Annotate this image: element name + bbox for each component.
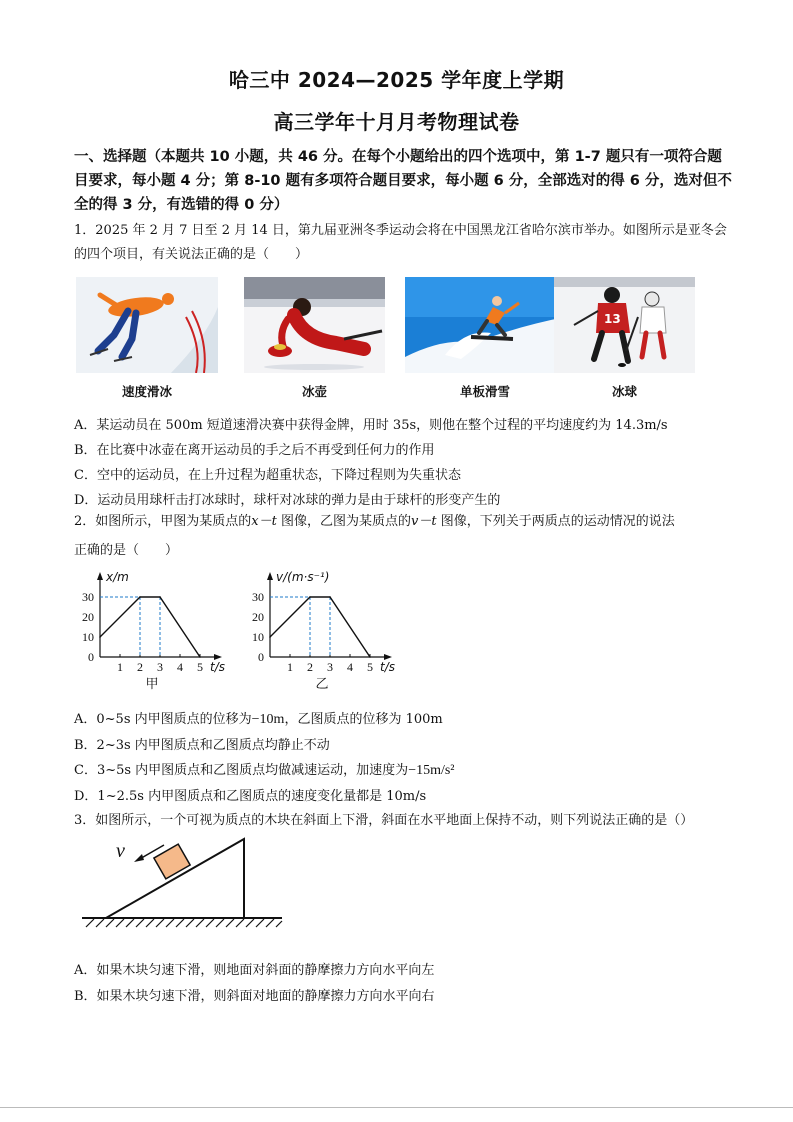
yi-series-line [270, 597, 370, 657]
q1-option-c: C．空中的运动员，在上升过程为超重状态，下降过程则为失重状态 [74, 468, 461, 483]
jia-point-1 [139, 596, 141, 598]
yi-xtick-2: 2 [307, 660, 313, 674]
q1-option-b: B．在比赛中冰壶在离开运动员的手之后不再受到任何力的作用 [74, 443, 435, 458]
caption-snowboard: 单板滑雪 [459, 384, 510, 399]
velocity-label: v [116, 840, 125, 862]
jia-ytick-10: 10 [82, 630, 94, 644]
jia-figure-name: 甲 [145, 677, 159, 692]
yi-ylabel: v/(m·s⁻¹) [276, 570, 330, 584]
caption-speed-skating: 速度滑冰 [121, 384, 172, 399]
q2-option-a-val: −10m [251, 712, 285, 727]
graph-jia-xt [70, 568, 245, 693]
caption-curling: 冰壶 [301, 384, 327, 399]
section-intro: 一、选择题（本题共 10 小题，共 46 分。在每个小题给出的四个选项中，第 1-7 题只有一项符合题目要求，每小题 4 分；第 8-10 题有多项符合题目要求，每小题 6 分，全部选对的得 6 分，选对但不全的得 3 分，有选错的得 0 分） [74, 149, 732, 213]
yi-ytick-0: 0 [258, 650, 264, 664]
q2-var-vt: v－t [410, 514, 437, 529]
q3-incline-diagram [76, 835, 288, 931]
jia-xtick-5: 5 [197, 660, 203, 674]
q1-option-d: D．运动员用球杆击打冰球时，球杆对冰球的弹力是由于球杆的形变产生的 [74, 493, 501, 508]
jia-xtick-4: 4 [177, 660, 183, 674]
jia-ytick-30: 30 [82, 590, 94, 604]
q1-stem: 1．2025 年 2 月 7 日至 2 月 14 日，第九届亚洲冬季运动会将在中国黑龙江省哈尔滨市举办。如图所示是亚冬会的四个项目，有关说法正确的是（ ） [74, 223, 727, 262]
jia-point-3 [199, 656, 201, 658]
q2-option-c-pre: C．3~5s 内甲图质点和乙图质点均做减速运动，加速度为 [74, 763, 409, 778]
photo-curling [244, 277, 385, 373]
q2-option-a [74, 710, 443, 730]
yi-point-0 [269, 636, 271, 638]
caption-ice-hockey: 冰球 [611, 384, 637, 399]
jia-y-arrow [97, 572, 103, 580]
yi-point-1 [309, 596, 311, 598]
q3-stem: 3．如图所示，一个可视为质点的木块在斜面上下滑，斜面在水平地面上保持不动，则下列说法正确的是（） [74, 813, 694, 828]
jia-xtick-1: 1 [117, 660, 123, 674]
q2-option-c-val: −15m/s² [408, 763, 455, 778]
yi-xtick-1: 1 [287, 660, 293, 674]
exam-subtitle: 高三学年十月月考物理试卷 [273, 110, 520, 134]
q2-stem-line2: 正确的是（ ） [74, 543, 179, 558]
q2-stem-a: 2．如图所示，甲图为某质点的 [74, 514, 252, 529]
yi-xlabel: t/s [380, 660, 395, 674]
q1-option-a: A．某运动员在 500m 短道速滑决赛中获得金牌，用时 35s，则他在整个过程的平均速度约为 14.3m/s [74, 418, 668, 433]
yi-y-arrow [267, 572, 273, 580]
q3-option-a: A．如果木块匀速下滑，则地面对斜面的静摩擦力方向水平向左 [74, 963, 435, 978]
jia-series-line [100, 597, 200, 657]
q3-option-b: B．如果木块匀速下滑，则斜面对地面的静摩擦力方向水平向右 [74, 989, 435, 1004]
jia-xlabel: t/s [210, 660, 225, 674]
q2-option-c [74, 761, 455, 781]
jia-ytick-0: 0 [88, 650, 94, 664]
yi-xtick-4: 4 [347, 660, 353, 674]
jia-ytick-20: 20 [82, 610, 94, 624]
yi-ytick-30: 30 [252, 590, 264, 604]
velocity-arrowhead [134, 854, 144, 862]
ground-hatch [86, 919, 282, 927]
yi-ytick-20: 20 [252, 610, 264, 624]
q2-stem-line1 [74, 512, 675, 532]
jia-ylabel: x/m [106, 570, 129, 584]
q2-stem-b: 图像，乙图为某质点的 [276, 514, 411, 529]
yi-point-3 [369, 656, 371, 658]
q2-option-a-pre: A．0~5s 内甲图质点的位移为 [74, 712, 252, 727]
yi-xtick-3: 3 [327, 660, 333, 674]
q2-stem-c: 图像，下列关于两质点的运动情况的说法 [436, 514, 675, 529]
photo-speed-skating [76, 277, 218, 373]
yi-xtick-5: 5 [367, 660, 373, 674]
photo-ice-hockey [554, 277, 695, 373]
q2-option-b: B．2~3s 内甲图质点和乙图质点均静止不动 [74, 738, 330, 753]
svg-text:13: 13 [604, 312, 621, 326]
jia-point-2 [159, 596, 161, 598]
yi-point-2 [329, 596, 331, 598]
jia-xtick-3: 3 [157, 660, 163, 674]
yi-ytick-10: 10 [252, 630, 264, 644]
jia-xtick-2: 2 [137, 660, 143, 674]
photo-snowboard [405, 277, 565, 373]
exam-title: 哈三中 2024—2025 学年度上学期 [228, 68, 565, 92]
yi-figure-name: 乙 [315, 677, 329, 692]
page-bottom-rule [0, 1107, 793, 1108]
q2-option-d: D．1~2.5s 内甲图质点和乙图质点的速度变化量都是 10m/s [74, 789, 427, 804]
q2-var-xt: x－t [251, 514, 277, 529]
jia-point-0 [99, 636, 101, 638]
q2-option-a-post: ，乙图质点的位移为 100m [284, 712, 443, 727]
graph-yi-vt [240, 568, 415, 693]
